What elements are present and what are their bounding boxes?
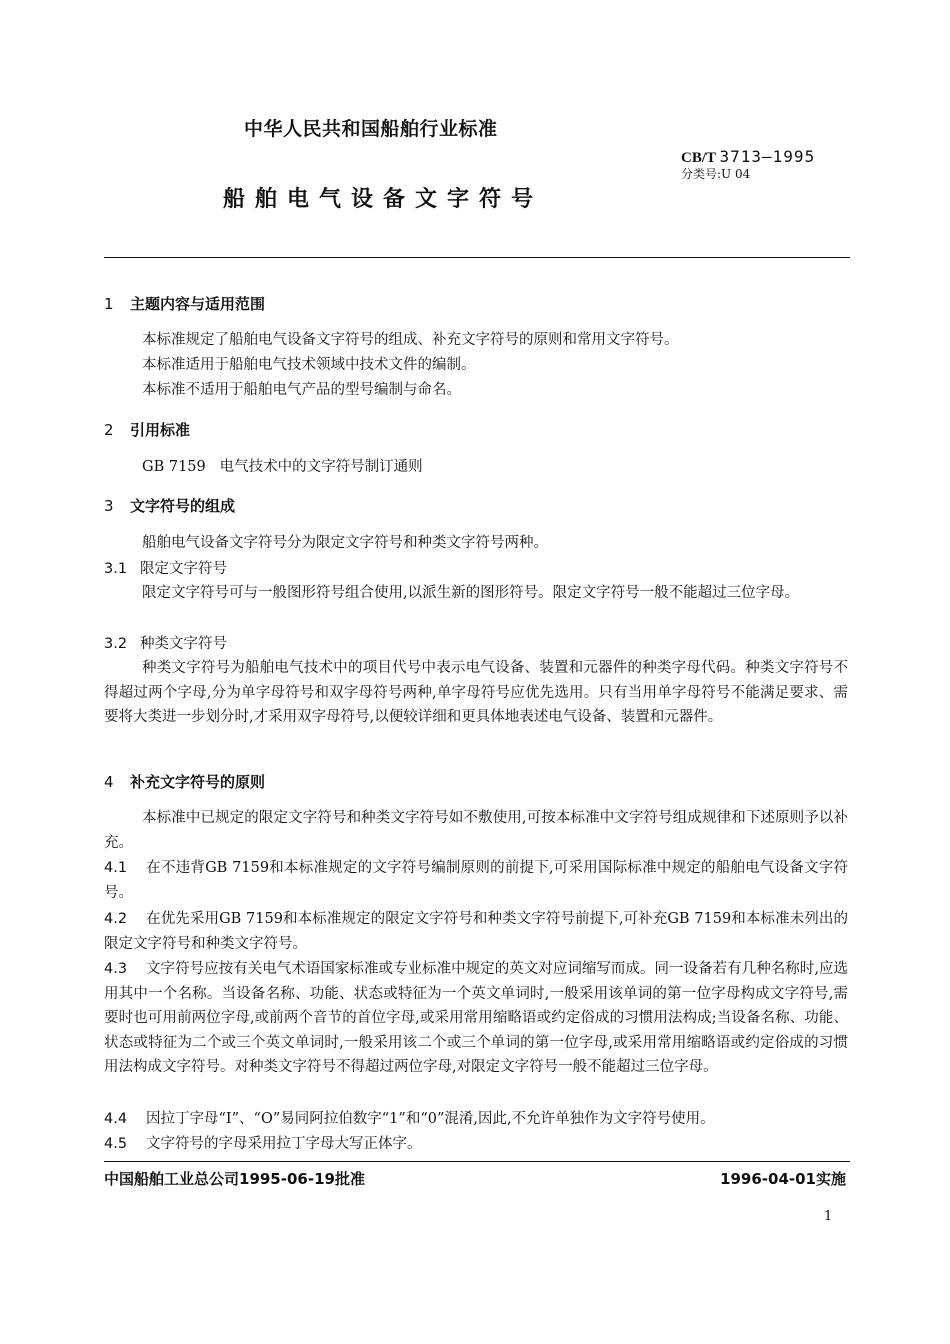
section-number: 2 [104,421,114,439]
paragraph: 本标准不适用于船舶电气产品的型号编制与命名。 [142,382,461,398]
subsection-number: 3.2 [104,636,128,652]
section-title: 引用标准 [130,421,191,439]
clause-text: 文字符号的字母采用拉丁字母大写正体字。 [146,1136,422,1152]
subsection-number: 3.1 [104,561,128,577]
standard-organization: 中华人民共和国船舶行业标准 [244,118,498,140]
section-4-heading [104,771,265,792]
clause-number: 4.2 [104,911,128,927]
section-number: 3 [104,497,114,515]
classification-number: 分类号:U 04 [681,167,751,181]
clause-text: 在优先采用GB 7159和本标准规定的限定文字符号和种类文字符号前提下,可补充GB 7159和本标准未列出的限定文字符号和种类文字符号。 [104,911,848,952]
section-number: 4 [104,773,114,791]
clause-text: 在不违背GB 7159和本标准规定的文字符号编制原则的前提下,可采用国际标准中规定的船舶电气设备文字符号。 [104,860,848,901]
clause-4-3 [104,957,848,1080]
page-number: 1 [824,1209,833,1224]
subsection-title: 限定文字符号 [140,561,227,577]
section-2-heading [104,419,190,440]
referenced-standard [104,455,848,480]
clause-4-1 [104,856,848,905]
section-3-heading [104,495,235,516]
header-divider [104,257,850,258]
paragraph: 本标准中已规定的限定文字符号和种类文字符号如不敷使用,可按本标准中文字符号组成规律和下述原则予以补充。 [104,810,848,851]
subsection-3-1-heading [104,557,227,578]
paragraph: 本标准规定了船舶电气设备文字符号的组成、补充文字符号的原则和常用文字符号。 [142,332,679,348]
footer-divider [104,1161,850,1162]
subsection-title: 种类文字符号 [140,636,227,652]
standard-code [681,147,815,167]
standard-code-prefix: CB/T [681,150,716,166]
clause-text: 因拉丁字母“I”、“O”易同阿拉伯数字“1”和“0”混淆,因此,不允许单独作为文字符号使用。 [146,1111,715,1127]
document-title: 船舶电气设备文字符号 [223,187,544,212]
reference-title: 电气技术中的文字符号制订通则 [219,459,423,475]
clause-4-4 [104,1107,848,1132]
paragraph: 船舶电气设备文字符号分为限定文字符号和种类文字符号两种。 [142,535,548,551]
clause-text: 文字符号应按有关电气术语国家标准或专业标准中规定的英文对应词缩写而成。同一设备若有几种名称时,应选用其中一个名称。当设备名称、功能、状态或特征为一个英文单词时,一般采用该单词的第一位字母构成文字符号,需要时也可用前两位字母,或前两个音节的首位字母,或采用常用缩略语或约定俗成的习惯用法构成;当设备名称、功能、状态或特征为二个或三个英文单词时,一般采用该二个或三个单词的第一位字母,或采用常用缩略语或约定俗成的习惯用法构成文字符号。对种类文字符号不得超过两位字母,对限定文字符号一般不能超过三位字母。 [104,961,848,1076]
clause-number: 4.3 [104,961,128,977]
section-title: 补充文字符号的原则 [130,773,266,791]
approval-statement: 中国船舶工业总公司1995-06-19批准 [104,1170,365,1188]
paragraph: 种类文字符号为船舶电气技术中的项目代号中表示电气设备、装置和元器件的种类字母代码。种类文字符号不得超过两个字母,分为单字母符号和双字母符号两种,单字母符号应优先选用。只有当用单字母符号不能满足要求、需要将大类进一步划分时,才采用双字母符号,以便较详细和更具体地表述电气设备、装置和元器件。 [104,660,848,726]
paragraph: 限定文字符号可与一般图形符号组合使用,以派生新的图形符号。限定文字符号一般不能超过三位字母。 [142,585,800,601]
clause-number: 4.1 [104,860,128,876]
clause-4-2 [104,907,848,956]
subsection-3-2-heading [104,632,227,653]
implementation-date: 1996-04-01实施 [720,1170,846,1188]
section-title: 文字符号的组成 [130,497,236,515]
clause-number: 4.5 [104,1136,128,1152]
paragraph: 本标准适用于船舶电气技术领域中技术文件的编制。 [142,357,476,373]
section-title: 主题内容与适用范围 [130,295,266,313]
clause-4-5 [104,1132,848,1157]
reference-code: GB 7159 [142,459,206,475]
section-number: 1 [104,295,114,313]
section-1-heading [104,293,265,314]
standard-code-number: 3713—1995 [719,147,816,166]
clause-number: 4.4 [104,1111,128,1127]
